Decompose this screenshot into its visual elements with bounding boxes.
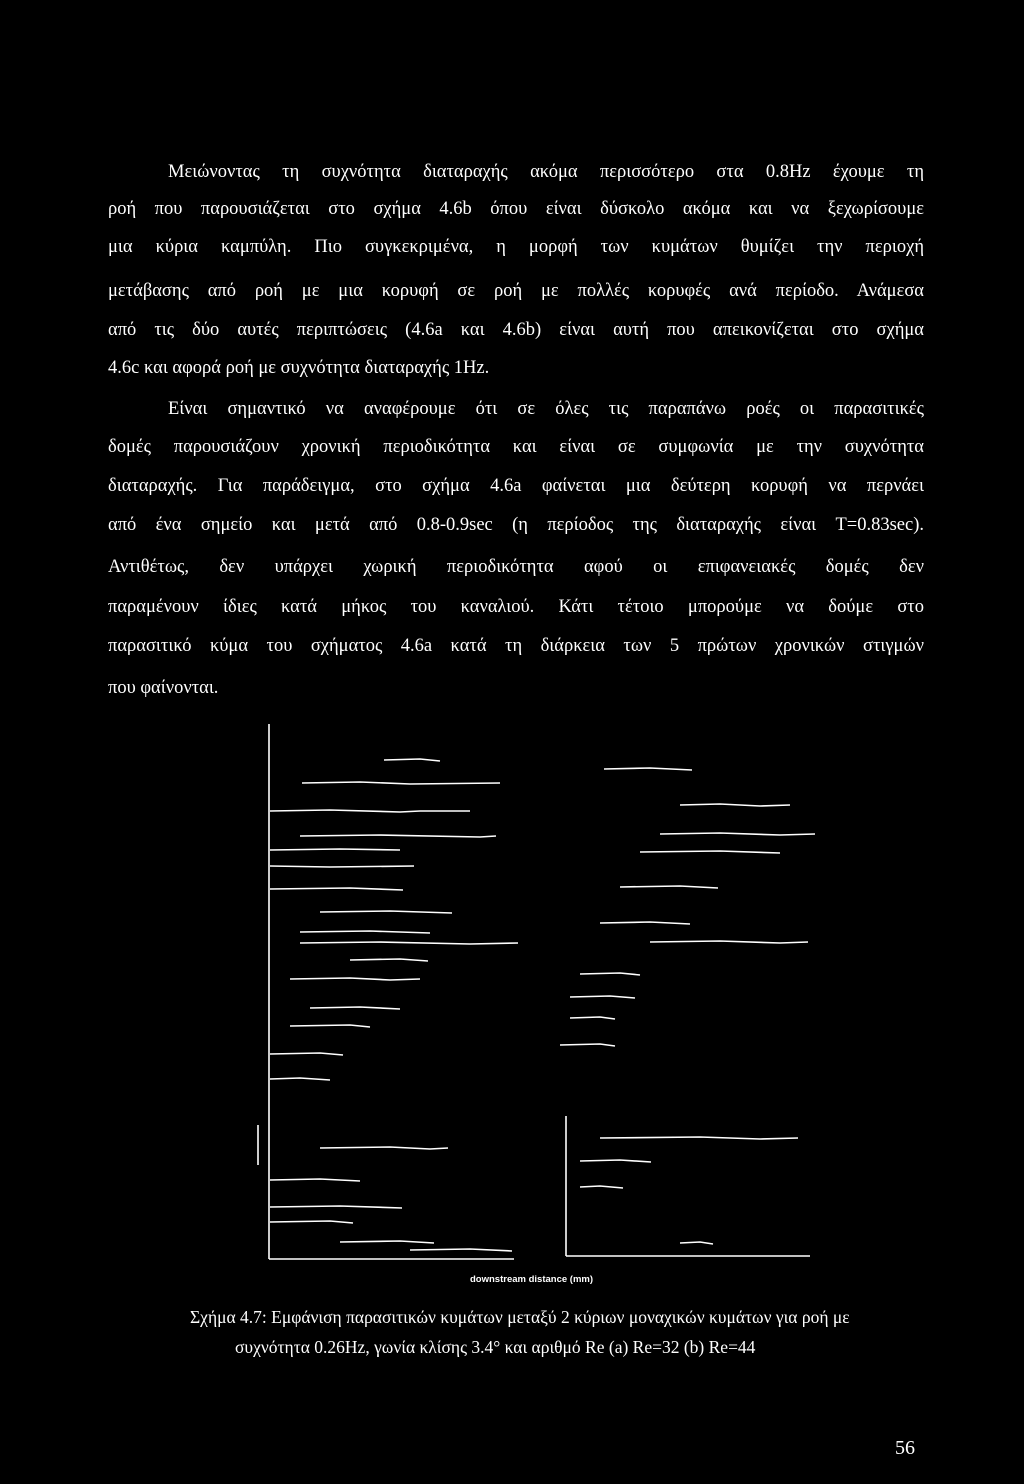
wave-profile [270, 1221, 353, 1223]
x-axis-label: downstream distance (mm) [470, 1274, 593, 1285]
wave-profile [270, 888, 403, 890]
wave-profile [302, 782, 500, 784]
wave-profile [350, 959, 428, 961]
wave-profile [604, 768, 692, 770]
page-number: 56 [895, 1437, 915, 1459]
wave-profile [580, 973, 640, 975]
wave-profile [560, 1044, 615, 1046]
paragraph-line: ροή που παρουσιάζεται στο σχήμα 4.6b όπου είναι δύσκολο ακόμα και να ξεχωρίσουμε [108, 199, 924, 219]
wave-profile [660, 833, 815, 835]
wave-profile [340, 1241, 434, 1243]
wave-profile [680, 1242, 713, 1244]
wave-profile [270, 1053, 343, 1055]
wave-profile [570, 1017, 615, 1019]
paragraph-line: 4.6c και αφορά ροή με συχνότητα διαταραχής 1Hz. [108, 358, 490, 378]
wave-profile [600, 922, 690, 924]
wave-profile [620, 886, 718, 888]
wave-profile [300, 931, 430, 933]
wave-profile [410, 1249, 512, 1251]
wave-profile [270, 1206, 402, 1208]
wave-profile [310, 1007, 400, 1009]
paragraph-line: μια κύρια καμπύλη. Πιο συγκεκριμένα, η μορφή των κυμάτων θυμίζει την περιοχή [108, 237, 924, 257]
wave-profile [580, 1160, 651, 1162]
wave-profile [270, 1078, 330, 1080]
wave-profile [384, 759, 440, 761]
paragraph-line: παρασιτικό κύμα του σχήματος 4.6a κατά τη διάρκεια των 5 πρώτων χρονικών στιγμών [108, 636, 924, 656]
paragraph-line: Αντιθέτως, δεν υπάρχει χωρική περιοδικότητα αφού οι επιφανειακές δομές δεν [108, 557, 924, 577]
wave-profile [320, 911, 452, 913]
wave-profile [680, 804, 790, 806]
wave-profile [290, 978, 420, 980]
figure-caption: Σχήμα 4.7: Εμφάνιση παρασιτικών κυμάτων μεταξύ 2 κύριων μοναχικών κυμάτων για ροή με [190, 1307, 850, 1327]
wave-profile [580, 1186, 623, 1188]
paragraph-line: παραμένουν ίδιες κατά μήκος του καναλιού. Κάτι τέτοιο μπορούμε να δούμε στο [108, 597, 924, 617]
wave-profile [300, 835, 496, 837]
wave-profile [320, 1147, 448, 1149]
wave-profile [270, 810, 470, 812]
paragraph-line: διαταραχής. Για παράδειγμα, στο σχήμα 4.6a φαίνεται μια δεύτερη κορυφή να περνάει [108, 476, 924, 496]
paragraph-line: δομές παρουσιάζουν χρονική περιοδικότητα και είναι σε συμφωνία με την συχνότητα [108, 437, 924, 457]
wave-profile [570, 996, 635, 998]
paragraph-line: από τις δύο αυτές περιπτώσεις (4.6a και 4.6b) είναι αυτή που απεικονίζεται στο σχήμα [108, 320, 924, 340]
wave-profile [650, 941, 808, 943]
figure-caption-continued: συχνότητα 0.26Hz, γωνία κλίσης 3.4° και αριθμό Re (a) Re=32 (b) Re=44 [235, 1337, 756, 1357]
wave-profile [300, 942, 518, 944]
paragraph-line: Είναι σημαντικό να αναφέρουμε ότι σε όλες τις παραπάνω ροές οι παρασιτικές [168, 399, 924, 419]
wave-profile [270, 866, 414, 867]
wave-profile [270, 849, 400, 850]
wave-profile [600, 1137, 798, 1139]
wave-profile [640, 851, 780, 853]
paragraph-line: μετάβασης από ροή με μια κορυφή σε ροή με πολλές κορυφές ανά περίοδο. Ανάμεσα [108, 281, 924, 301]
paragraph-line: από ένα σημείο και μετά από 0.8-0.9sec (η περίοδος της διαταραχής είναι T=0.83sec). [108, 515, 924, 535]
paragraph-line: Μειώνοντας τη συχνότητα διαταραχής ακόμα περισσότερο στα 0.8Hz έχουμε τη [168, 162, 924, 182]
paragraph-line: που φαίνονται. [108, 678, 219, 698]
wave-profile [290, 1025, 370, 1027]
wave-profile [270, 1179, 360, 1181]
